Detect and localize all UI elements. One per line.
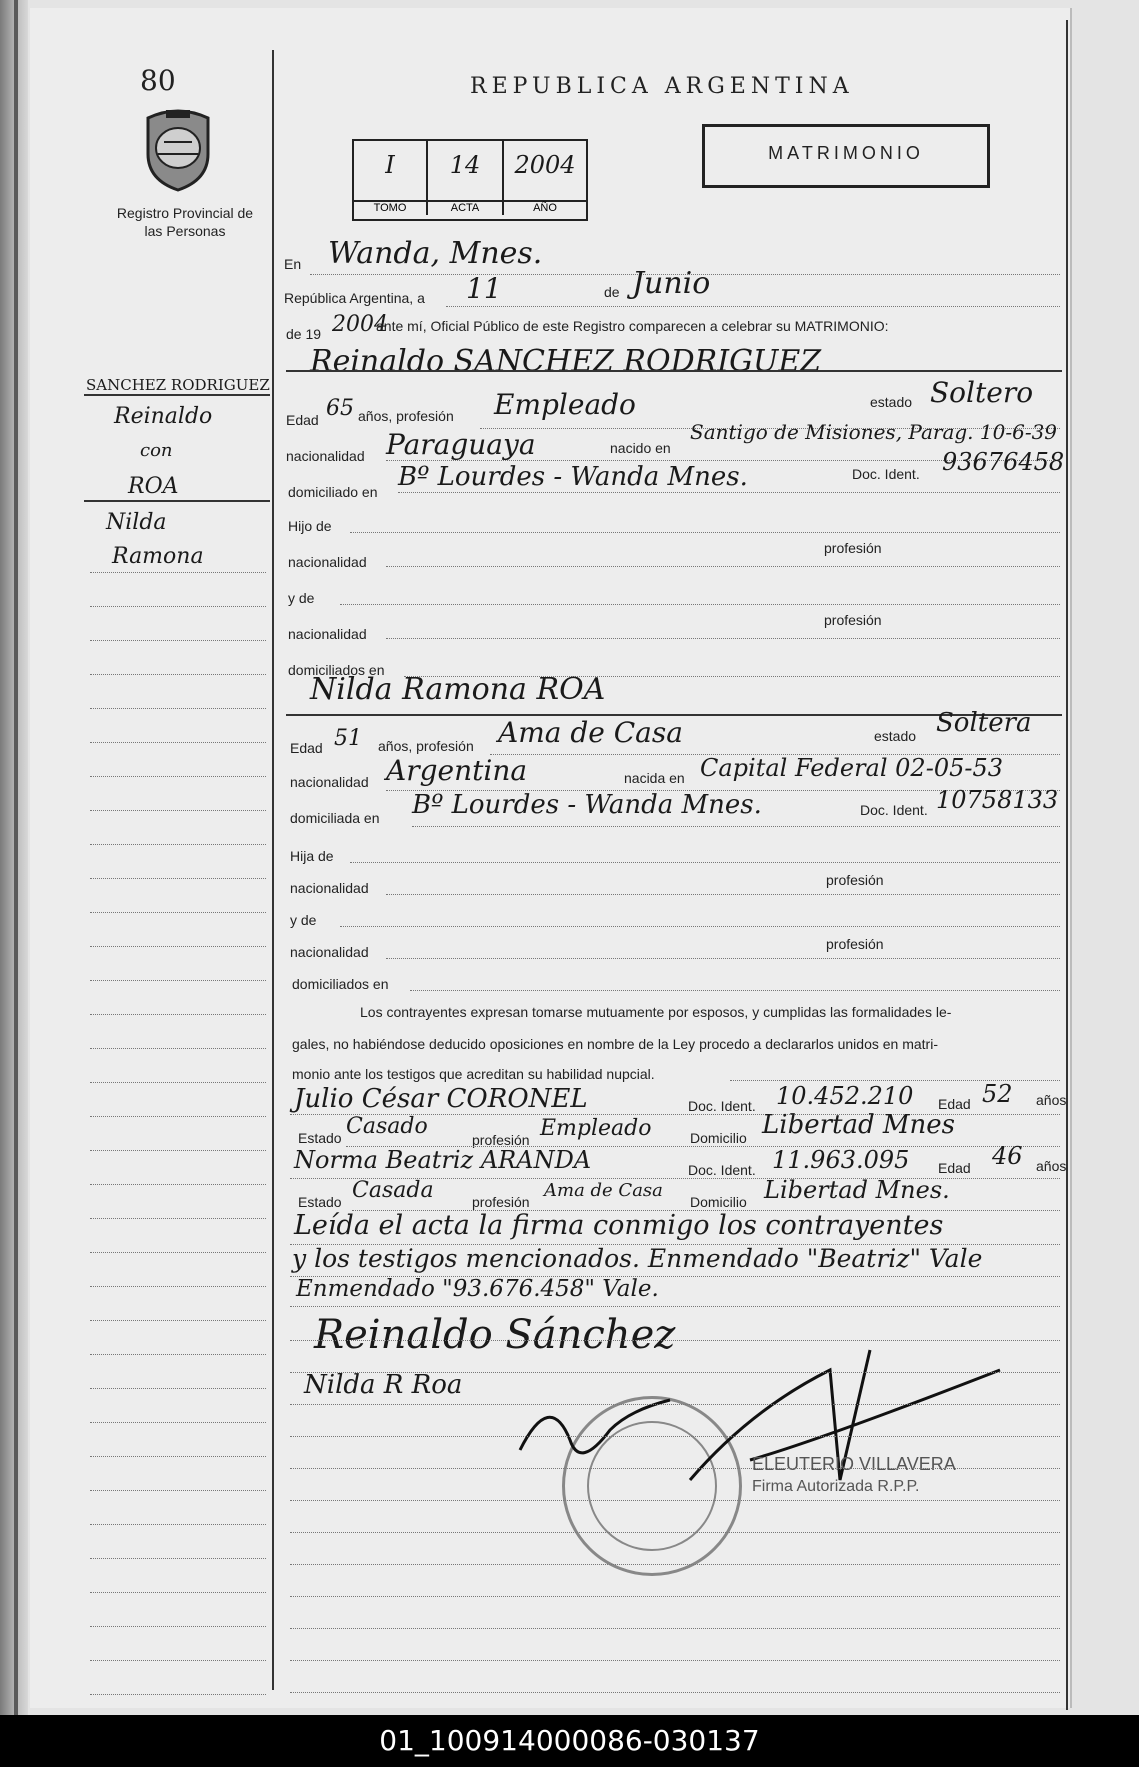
groom-nationality: Paraguaya [386, 428, 536, 461]
bride-domicile: Bº Lourdes - Wanda Mnes. [412, 790, 762, 820]
margin-rule [90, 1388, 266, 1389]
margin-rule [90, 1422, 266, 1423]
en-label: En [284, 256, 302, 272]
margin-surname-bride: ROA [128, 474, 179, 499]
body-rule [290, 1372, 1060, 1373]
margin-rule [90, 1320, 266, 1321]
margin-rule [90, 844, 266, 845]
declaration-line-2: gales, no habiéndose deducido oposiciones en nombre de la Ley procedo a declararlos unidos en matri- [292, 1036, 938, 1052]
de-label: de [604, 284, 620, 300]
margin-rule [90, 1558, 266, 1559]
groom-yde-label: y de [288, 590, 315, 606]
coat-of-arms-icon [138, 104, 218, 192]
witness2-name: Norma Beatriz ARANDA [294, 1146, 592, 1174]
witness2-edad-label: Edad [938, 1160, 971, 1176]
witness1-name: Julio César CORONEL [294, 1084, 588, 1114]
officer-role: Firma Autorizada R.P.P. [752, 1478, 920, 1495]
margin-rule [90, 674, 266, 675]
groom-doc-label: Doc. Ident. [852, 466, 920, 482]
margin-name-bride-2: Ramona [112, 544, 204, 569]
bride-prof2-label: profesión [826, 936, 884, 952]
republica-label: República Argentina, a [284, 290, 425, 306]
groom-nacionalidad-label: nacionalidad [286, 448, 365, 464]
groom-anos-profesion-label: años, profesión [358, 408, 454, 424]
bride-nac2-label: nacionalidad [290, 880, 369, 896]
margin-rule [90, 1184, 266, 1185]
bride-profession: Ama de Casa [498, 716, 683, 749]
margin-rule [90, 776, 266, 777]
bride-nacida-label: nacida en [624, 770, 685, 786]
notes-line-3: Enmendado "93.676.458" Vale. [296, 1276, 659, 1302]
body-rule [290, 1436, 1060, 1437]
notes-line-2: y los testigos mencionados. Enmendado "Beatriz" Vale [292, 1244, 983, 1273]
margin-name-bride: Nilda [106, 510, 167, 535]
bride-birthplace: Capital Federal 02-05-53 [700, 754, 1003, 782]
margin-rule [90, 980, 266, 981]
bride-yde-label: y de [290, 912, 317, 928]
witness2-domicile: Libertad Mnes. [764, 1176, 950, 1204]
margin-name-groom: Reinaldo [114, 404, 213, 429]
margin-rule [90, 810, 266, 811]
groom-hijo-label: Hijo de [288, 518, 332, 534]
groom-birthplace: Santigo de Misiones, Parag. 10-6-39 [690, 420, 1058, 444]
margin-rule [90, 606, 266, 607]
de-year-label: de 19 [286, 326, 322, 342]
right-border [1066, 20, 1068, 1710]
groom-estado-label: estado [870, 394, 913, 410]
bride-nationality: Argentina [386, 754, 528, 787]
margin-rule [90, 1048, 266, 1049]
groom-nacido-label: nacido en [610, 440, 671, 456]
margin-rule [90, 1082, 266, 1083]
bride-domiciliada-label: domiciliada en [290, 810, 380, 826]
margin-rule [90, 572, 266, 573]
witness2-estado-label: Estado [298, 1194, 342, 1210]
groom-domiciliado-label: domiciliado en [288, 484, 378, 500]
groom-doc: 93676458 [942, 448, 1065, 476]
year: 2004 [332, 312, 388, 337]
bride-age: 51 [334, 726, 362, 751]
place: Wanda, Mnes. [328, 236, 543, 271]
witness1-estado: Casado [346, 1114, 428, 1139]
notes-line-1: Leída el acta la firma conmigo los contrayentes [294, 1210, 944, 1241]
signature-bride: Nilda R Roa [304, 1370, 463, 1400]
groom-profession: Empleado [494, 388, 636, 421]
body-rule [290, 1404, 1060, 1405]
margin-rule [90, 1286, 266, 1287]
margin-rule [90, 1626, 266, 1627]
witness2-doc: 11.963.095 [772, 1146, 910, 1174]
scan-id: 01_100914000086-030137 [0, 1715, 1139, 1767]
officer-signature-icon [490, 1330, 1010, 1510]
body-rule [290, 1692, 1060, 1693]
ano-label: AÑO [504, 200, 586, 214]
margin-rule [90, 1218, 266, 1219]
witness2-prof-label: profesión [472, 1194, 530, 1210]
officer-name: ELEUTERIO VILLAVERA [752, 1454, 956, 1474]
country-title: REPUBLICA ARGENTINA [470, 74, 854, 99]
witness1-prof-label: profesión [472, 1132, 530, 1148]
groom-domicile: Bº Lourdes - Wanda Mnes. [398, 462, 748, 492]
body-rule [290, 1628, 1060, 1629]
body-rule [290, 1468, 1060, 1469]
bride-anos-profesion-label: años, profesión [378, 738, 474, 754]
witness2-estado: Casada [352, 1178, 434, 1203]
bride-nac3-label: nacionalidad [290, 944, 369, 960]
margin-rule [90, 878, 266, 879]
witness2-profession: Ama de Casa [544, 1180, 663, 1201]
month: Junio [632, 266, 711, 301]
groom-prof2-label: profesión [824, 612, 882, 628]
margin-rule [90, 1592, 266, 1593]
act-type-box [702, 124, 990, 188]
groom-age: 65 [326, 396, 354, 421]
bride-estado: Soltera [936, 708, 1032, 738]
body-rule [290, 1596, 1060, 1597]
bride-doc-label: Doc. Ident. [860, 802, 928, 818]
margin-con: con [140, 440, 173, 461]
witness1-estado-label: Estado [298, 1130, 342, 1146]
witness1-dom-label: Domicilio [690, 1130, 747, 1146]
margin-rule [90, 1660, 266, 1661]
witness1-profession: Empleado [540, 1116, 652, 1141]
bride-hija-label: Hija de [290, 848, 334, 864]
margin-rule [90, 912, 266, 913]
act-type: MATRIMONIO [768, 143, 924, 163]
acta-label: ACTA [428, 200, 502, 214]
body-rule [290, 1564, 1060, 1565]
witness2-age: 46 [992, 1142, 1023, 1170]
witness1-domicile: Libertad Mnes [762, 1110, 955, 1140]
declaration-line-1: Los contrayentes expresan tomarse mutuamente por esposos, y cumplidas las formalidades le- [360, 1004, 952, 1020]
witness1-doc: 10.452.210 [776, 1082, 914, 1110]
signature-groom: Reinaldo Sánchez [314, 1312, 676, 1358]
margin-rule [90, 1694, 266, 1695]
witness1-anos-label: años [1036, 1092, 1067, 1108]
witness2-doc-label: Doc. Ident. [688, 1162, 756, 1178]
groom-nac3-label: nacionalidad [288, 626, 367, 642]
margin-rule [90, 946, 266, 947]
binding-edge [14, 0, 18, 1715]
groom-nac2-label: nacionalidad [288, 554, 367, 570]
registry-name: Registro Provincial de las Personas [116, 205, 254, 239]
bride-prof-label: profesión [826, 872, 884, 888]
body-rule [290, 1340, 1060, 1341]
tomo-value: I [385, 151, 395, 179]
groom-estado: Soltero [930, 376, 1034, 409]
bride-name: Nilda Ramona ROA [310, 672, 606, 707]
declaration-line-3: monio ante los testigos que acreditan su habilidad nupcial. [292, 1066, 655, 1082]
witness1-edad-label: Edad [938, 1096, 971, 1112]
body-rule [290, 1500, 1060, 1501]
bride-domiciliados-label: domiciliados en [292, 976, 389, 992]
day: 11 [466, 272, 502, 305]
margin-rule [90, 1252, 266, 1253]
margin-rule [90, 1490, 266, 1491]
groom-name: Reinaldo SANCHEZ RODRIGUEZ [310, 344, 822, 379]
ano-value: 2004 [514, 151, 576, 179]
margin-rule [90, 1014, 266, 1015]
groom-edad-label: Edad [286, 412, 319, 428]
bride-estado-label: estado [874, 728, 917, 744]
margin-rule [90, 1150, 266, 1151]
intro-tail: ante mí, Oficial Público de este Registro comparecen a celebrar su MATRIMONIO: [376, 318, 889, 334]
body-rule [290, 1660, 1060, 1661]
margin-rule [90, 1456, 266, 1457]
margin-divider [272, 50, 274, 1690]
groom-prof-label: profesión [824, 540, 882, 556]
tomo-label: TOMO [354, 200, 426, 214]
margin-rule [90, 640, 266, 641]
bride-doc: 10758133 [936, 786, 1059, 814]
margin-surname-groom: SANCHEZ RODRIGUEZ [86, 376, 270, 394]
witness2-anos-label: años [1036, 1158, 1067, 1174]
acta-value: 14 [449, 151, 481, 179]
record-number-box [352, 139, 588, 221]
witness1-doc-label: Doc. Ident. [688, 1098, 756, 1114]
witness1-age: 52 [982, 1080, 1013, 1108]
margin-rule [90, 1354, 266, 1355]
page-number: 80 [140, 64, 176, 97]
witness2-dom-label: Domicilio [690, 1194, 747, 1210]
bride-edad-label: Edad [290, 740, 323, 756]
margin-rule [90, 742, 266, 743]
margin-rule [90, 1116, 266, 1117]
groom-domiciliados-label: domiciliados en [288, 662, 385, 678]
body-rule [290, 1532, 1060, 1533]
bride-nacionalidad-label: nacionalidad [290, 774, 369, 790]
margin-rule [90, 1524, 266, 1525]
margin-rule [90, 708, 266, 709]
